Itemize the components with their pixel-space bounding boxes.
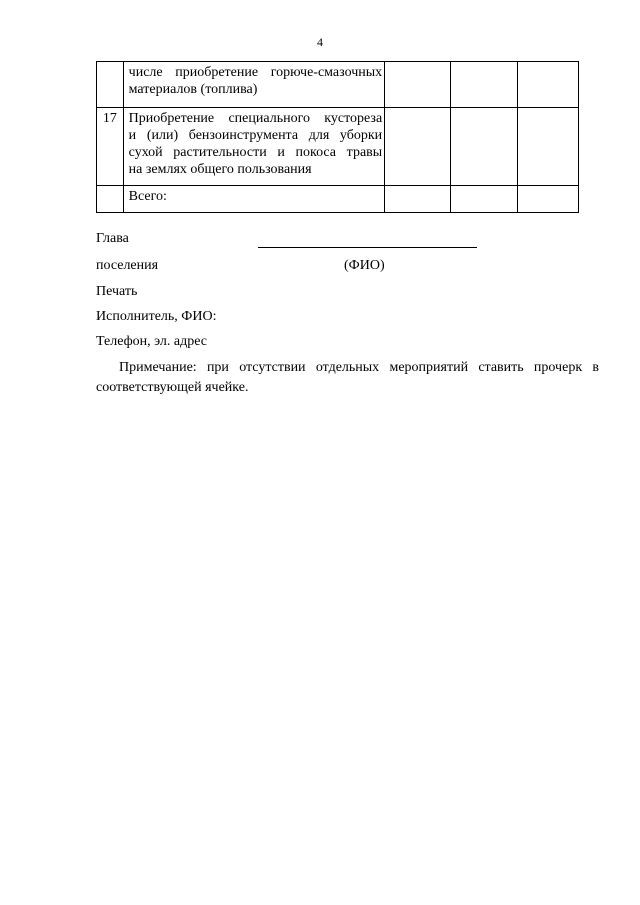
table-cell [385,62,451,108]
table-cell [385,186,451,213]
row-name-line: числе приобретение горюче-смазочных [128,65,383,80]
signature-line [258,247,477,248]
table-cell [451,186,517,213]
executor-label: Исполнитель, ФИО: [96,309,217,324]
note-text: Примечание: при отсутствии отдельных мероприятий ставить прочерк в соответствующей ячейке. [96,360,599,395]
row-name [123,108,385,186]
table-cell [517,62,578,108]
row-name-line: и (или) бензоинструмента для уборки [128,128,383,143]
contact-label: Телефон, эл. адрес [96,334,208,349]
row-name [123,62,385,108]
table-row [97,186,579,213]
table-cell [451,62,517,108]
row-name-line: материалов (топлива) [128,82,258,97]
fio-label: (ФИО) [344,258,385,273]
table-cell [451,108,517,186]
row-name-line: на землях общего пользования [128,162,312,177]
measures-table [96,61,579,213]
table-cell [517,108,578,186]
stamp-label: Печать [96,284,138,299]
table-cell [385,108,451,186]
table-row [97,108,579,186]
row-name-line: Приобретение специального кустореза [128,111,383,126]
row-number [97,186,124,213]
table-cell [517,186,578,213]
row-number: 17 [97,108,124,186]
row-name-line: сухой растительности и покоса травы [128,145,383,160]
page-number: 4 [317,35,323,49]
row-name [123,186,385,213]
table-row [97,62,579,108]
settlement-label: поселения [96,258,159,273]
head-label: Глава [96,231,129,246]
row-name-line: Всего: [128,189,167,204]
row-number [97,62,124,108]
